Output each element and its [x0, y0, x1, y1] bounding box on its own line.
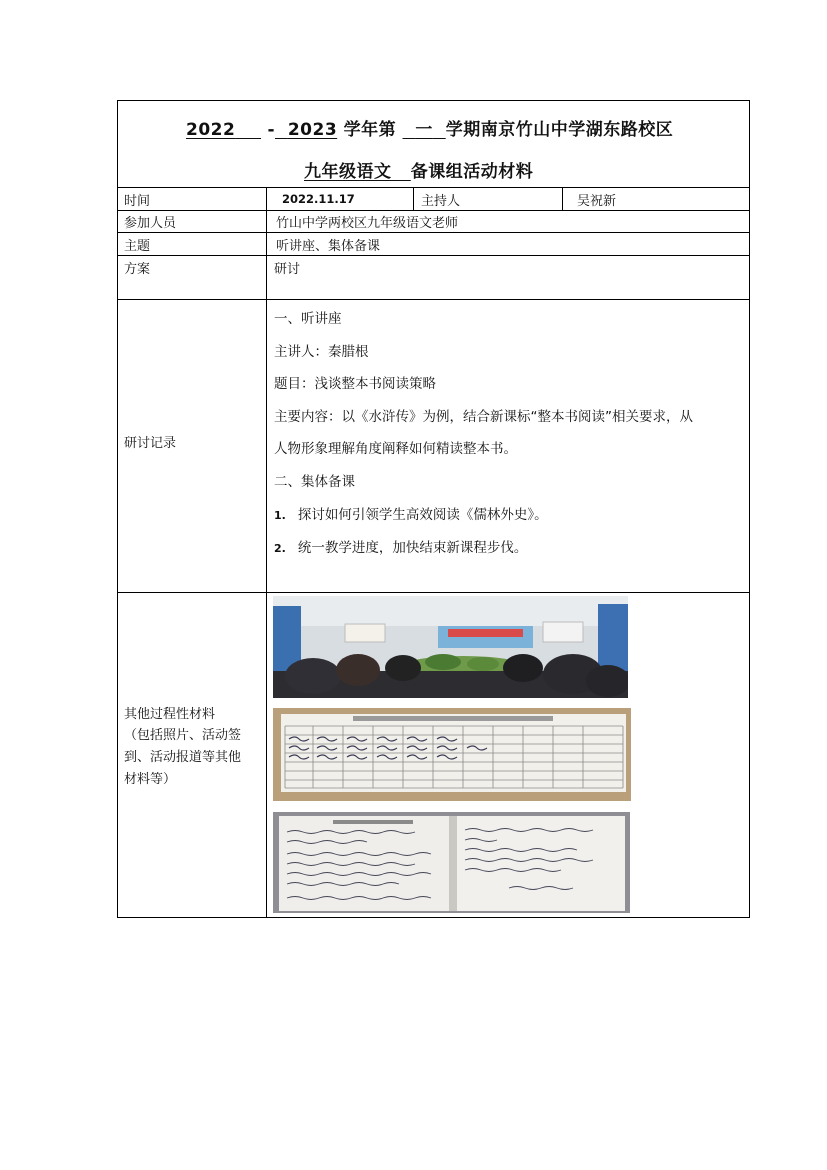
- participants-value: 竹山中学两校区九年级语文老师: [276, 216, 459, 231]
- term-mid: 学年第: [343, 120, 397, 140]
- term-number: 一: [415, 120, 433, 140]
- record-item: [274, 503, 548, 523]
- signin-sheet-photo: [273, 708, 631, 801]
- time-value: 2022.11.17: [282, 192, 355, 206]
- time-label: 时间: [124, 194, 151, 209]
- host-value: 吴祝新: [577, 194, 617, 209]
- record-line: 主讲人：秦腊根: [274, 344, 369, 360]
- record-line: 二、集体备课: [274, 474, 355, 490]
- year-start: 2022: [186, 120, 236, 140]
- plan-value: 研讨: [274, 262, 301, 277]
- host-label: 主持人: [421, 194, 461, 209]
- materials-label: 材料等）: [124, 772, 177, 787]
- materials-label: 到、活动报道等其他: [124, 750, 242, 765]
- plan-label: 方案: [124, 262, 151, 277]
- header-tail: 备课组活动材料: [410, 162, 534, 182]
- grade-subject: 九年级语文: [304, 162, 392, 182]
- record-line: 一、听讲座: [274, 311, 342, 327]
- record-item: [274, 536, 527, 556]
- materials-label: （包括照片、活动签: [124, 728, 242, 743]
- year-end: 2023: [287, 120, 338, 140]
- topic-value: 听讲座、集体备课: [276, 239, 381, 254]
- record-line: 人物形象理解角度阐释如何精读整本书。: [274, 441, 517, 457]
- record-label: 研讨记录: [124, 436, 177, 451]
- term-tail: 学期南京竹山中学湖东路校区: [445, 120, 674, 140]
- year-dash: -: [267, 120, 275, 140]
- participants-label: 参加人员: [124, 216, 177, 231]
- record-item-number: 2.: [274, 542, 286, 555]
- topic-label: 主题: [124, 239, 151, 254]
- record-item-text: 统一教学进度，加快结束新课程步伐。: [297, 540, 528, 556]
- record-line: 题目：浅谈整本书阅读策略: [274, 376, 436, 392]
- record-item-number: 1.: [274, 509, 286, 522]
- record-item-text: 探讨如何引领学生高效阅读《儒林外史》。: [297, 507, 548, 523]
- materials-label: 其他过程性材料: [124, 707, 216, 722]
- meeting-photo: [273, 596, 628, 698]
- notebook-photo: [273, 812, 630, 913]
- record-line: 主要内容：以《水浒传》为例，结合新课标“整本书阅读”相关要求，从: [274, 409, 693, 425]
